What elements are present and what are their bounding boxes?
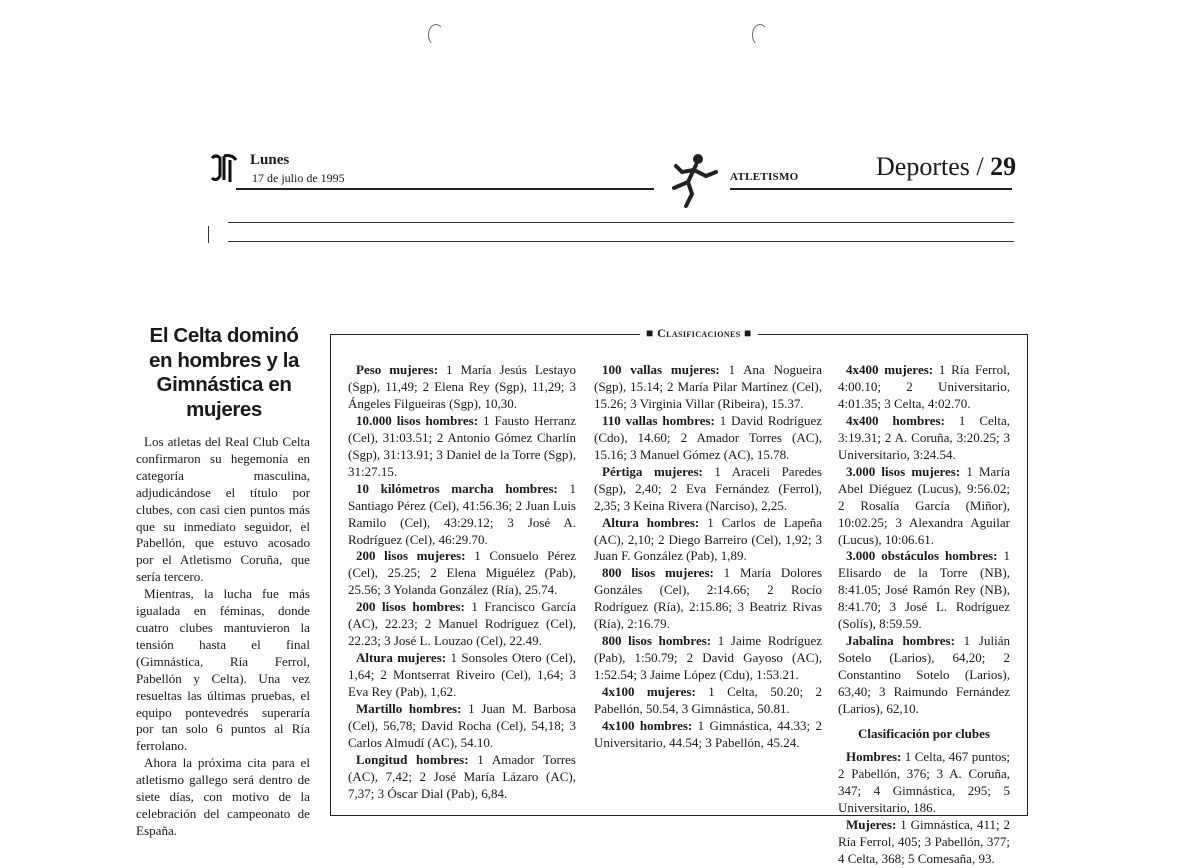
event-results: 1 Amador Torres (AC), 7,42; 2 José María Lázaro (AC), 7,37; 3 Óscar Dial (Pab), 6,84. [348,751,576,801]
page-rule-tick [208,226,209,243]
page-rule [228,241,1014,242]
result-entry [838,548,1010,633]
results-title: ■ Clasificaciones ■ [640,326,758,341]
binder-mark [752,24,768,46]
event-name: Pértiga mujeres: [602,463,703,479]
event-name: 10 kilómetros marcha hombres: [356,480,558,496]
newspaper-logo-icon [208,152,240,186]
result-entry [348,701,576,752]
event-name: 200 lisos hombres: [356,599,465,615]
clubs-men [838,749,1010,817]
event-results: 1 Consuelo Pérez (Cel), 25.25; 2 Elena Miguélez (Pab), 25.56; 3 Yolanda González (Ría), 25.74. [348,548,576,598]
clubs-women-results: 1 Gimnástica, 411; 2 Ría Ferrol, 405; 3 Pabellón, 377; 4 Celta, 368; 5 Comesaña, 93. [838,816,1010,866]
result-entry [594,464,822,515]
result-entry [348,481,576,549]
result-entry [594,413,822,464]
clubs-women [838,817,1010,868]
event-name: 4x400 hombres: [846,412,945,428]
article-paragraph: Mientras, la lucha fue más igualada en féminas, donde cuatro clubes mantuvieron la tensión hasta el final (Gimnástica, Ría Ferrol, Pabellón y Celta). Una vez resueltas las últimas pruebas, el equipo pontevedrés superaría por tan solo 6 puntos al Ría ferrolano. [136,586,310,754]
results-column-3 [838,362,1010,868]
event-results: 1 Santiago Pérez (Cel), 41:56.36; 2 Juan Luis Ramilo (Cel), 43:29.12; 3 José A. Rodríguez (Cel), 46:29.70. [348,480,576,547]
event-results: 1 María Dolores Gonzáles (Cel), 2:14.66; 2 Rocío Rodríguez (Ría), 2:15.86; 3 Beatriz Rivas (Ría), 2:16.79. [594,565,822,632]
event-results: 1 Ana Nogueira (Sgp), 15.14; 2 María Pilar Martínez (Cel), 15.26; 3 Virginia Villar (Ribeira), 15.37. [594,362,823,411]
results-column-1 [348,362,576,803]
binder-mark [428,24,444,46]
event-results: 1 Ría Ferrol, 4:00.10; 2 Universitario, 4:01.35; 3 Celta, 4:02.70. [838,362,1010,411]
clubs-women-label: Mujeres: [846,816,897,832]
results-title-text: Clasificaciones [657,326,741,340]
page-section: Deportes [876,152,970,181]
event-name: 110 vallas hombres: [602,412,715,428]
result-entry [348,650,576,701]
event-name: 4x400 mujeres: [846,362,934,377]
event-name: 3.000 obstáculos hombres: [846,548,998,564]
event-name: 3.000 lisos mujeres: [846,463,961,479]
page-label: Deportes / 29 [876,152,1017,181]
article-body [136,434,310,840]
event-results: 1 Elisardo de la Torre (NB), 8:41.05; José Ramón Rey (NB), 8:41.70; 3 José L. Rodríguez (Solís), 8:59.59. [838,548,1011,632]
page-rule [228,222,1014,223]
event-results: 1 Araceli Paredes (Sgp), 2,40; 2 Eva Fernández (Ferrol), 2,35; 3 Keina Rivera (Narciso), 2,25. [594,463,822,513]
event-results: 1 Francisco García (AC), 22.23; 2 Manuel Rodríguez (Cel), 22.23; 3 José L. Louzao (Cel), 22.49. [348,599,576,649]
article-paragraph: Los atletas del Real Club Celta confirmaron su hegemonía en categoría masculina, adjudicándose el título por clubes, con casi cien puntos más que su inmediato seguidor, el Pabellón, que estuvo acosado por el Atletismo Coruña, que sería tercero. [136,434,310,585]
page-number: 29 [990,152,1017,181]
event-results: 1 Julián Sotelo (Larios), 64,20; 2 Constantino Sotelo (Larios), 63,40; 3 Raimundo Fernández (Larios), 62,10. [838,633,1010,717]
event-results: 1 David Rodríguez (Cdo), 14.60; 2 Amador Torres (AC), 15.16; 3 Manuel Gómez (AC), 15.78. [594,412,822,462]
result-entry [594,718,822,752]
result-entry [348,413,576,481]
event-name: Jabalina hombres: [846,633,955,649]
results-column-2 [594,362,822,752]
event-name: Altura hombres: [602,514,700,530]
result-entry [594,565,822,633]
result-entry [838,464,1010,549]
event-name: 4x100 hombres: [602,718,693,734]
event-results: 1 Juan M. Barbosa (Cel), 56,78; David Rocha (Cel), 54,18; 3 Carlos Almudí (AC), 54.10. [348,701,576,750]
result-entry [594,362,822,413]
event-name: Altura mujeres: [356,650,447,666]
result-entry [838,633,1010,718]
result-entry [348,599,576,650]
article-paragraph: Ahora la próxima cita para el atletismo gallego será dentro de siete días, con motivo de la celebración del campeonato de España. [136,755,310,838]
event-results: 1 Jaime Rodríguez (Pab), 1:50.79; 2 David Gayoso (AC), 1:52.54; 3 Jaime López (Cdu), 1:53.21. [594,633,822,683]
clubs-title: Clasificación por clubes [858,726,990,742]
event-results: 1 Celta, 50.20; 2 Pabellón, 50.54, 3 Gimnástica, 50.81. [594,684,823,717]
event-name: 200 lisos mujeres: [356,548,466,564]
header-rule-right [730,188,1012,190]
result-entry [594,633,822,684]
event-name: Martillo hombres: [356,701,462,717]
result-entry [348,752,576,803]
event-results: 1 Celta, 3:19.31; 2 A. Coruña, 3:20.25; 3 Universitario, 3:24.54. [838,412,1011,462]
date-day: Lunes [250,152,290,168]
event-name: Peso mujeres: [356,362,439,377]
event-results: 1 Sonsoles Otero (Cel), 1,64; 2 Montserrat Riveiro (Cel), 1,64; 3 Eva Rey (Pab), 1,62. [348,650,576,700]
event-name: 100 vallas mujeres: [602,362,720,377]
headline: El Celta dominó en hombres y la Gimnástica en mujeres [148,324,300,421]
event-name: 800 lisos hombres: [602,633,712,649]
event-name: 800 lisos mujeres: [602,565,714,581]
clubs-men-label: Hombres: [846,748,902,764]
event-results: 1 María Abel Diéguez (Lucus), 9:56.02; 2 Rosalía García (Miñor), 10:02.25; 3 Alexandra Aguilar (Lucus), 10:06.61. [838,463,1010,547]
clubs-men-results: 1 Celta, 467 puntos; 2 Pabellón, 376; 3 A. Coruña, 347; 4 Gimnástica, 295; 5 Universitario, 186. [838,748,1010,815]
event-results: 1 Gimnástica, 44.33; 2 Universitario, 44.54; 3 Pabellón, 45.24. [594,718,822,750]
runner-icon [654,150,726,210]
event-name: 4x100 mujeres: [602,684,696,700]
event-name: Longitud hombres: [356,751,469,767]
result-entry [838,413,1010,464]
result-entry [348,362,576,413]
event-results: 1 Carlos de Lapeña (AC), 2,10; 2 Diego Barreiro (Cel), 1,92; 3 Juan F. González (Pab), 1,89. [594,514,823,564]
result-entry [594,515,822,566]
event-results: 1 María Jesús Lestayo (Sgp), 11,49; 2 Elena Rey (Sgp), 11,29; 3 Ángeles Filgueiras (Sgp), 10,30. [348,362,577,411]
section-label: ATLETISMO [730,171,799,183]
event-results: 1 Fausto Herranz (Cel), 31:03.51; 2 Antonio Gómez Charlín (Sgp), 31:13.91; 3 Daniel de la Torre (Sgp), 31:27.15. [348,412,576,479]
date-full: 17 de julio de 1995 [252,171,345,185]
result-entry [838,362,1010,413]
result-entry [594,684,822,718]
header-rule [236,188,654,190]
result-entry [348,548,576,599]
event-name: 10.000 lisos hombres: [356,412,479,428]
